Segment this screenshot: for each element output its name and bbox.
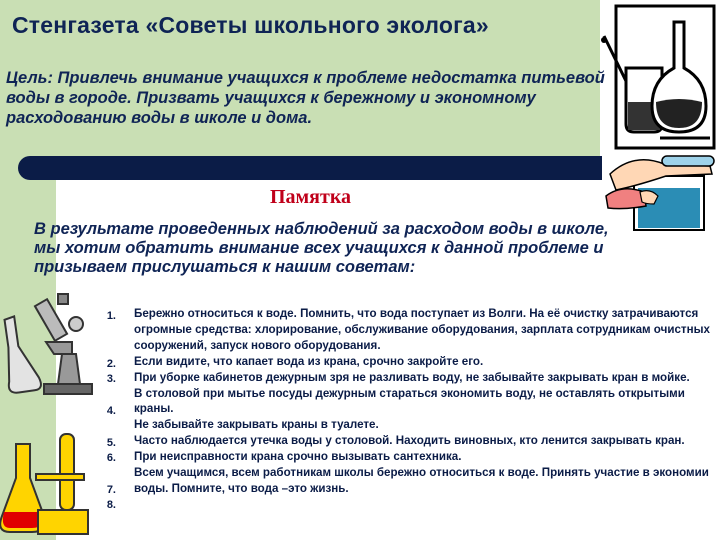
tip-number: 5. [106, 437, 116, 449]
test-tube-hands-icon [604, 146, 720, 232]
tip-number: 7. [106, 484, 116, 496]
list-item: Бережно относиться к воде. Помнить, что вода поступает из Волги. На её очистку затрачиваются огромные средства: хлорирование, обслуживание оборудования, зарплата сотрудникам очистных сооружений, запуск нового оборудования. [134, 307, 710, 352]
tip-number: 6. [106, 452, 116, 464]
list-item: Не забывайте закрывать краны в туалете. [134, 418, 379, 432]
tip-number: 4. [106, 405, 116, 417]
divider-bar [18, 156, 602, 180]
page-title: Стенгазета «Советы школьного эколога» [12, 12, 489, 38]
memo-heading: Памятка [270, 186, 352, 208]
list-item: Всем учащимся, всем работникам школы бережно относиться к воде. Принять участие в экономии воды. Помните, что вода –это жизнь. [134, 466, 709, 495]
tips-list [134, 306, 720, 497]
list-item: Часто наблюдается утечка воды у столовой. Находить виновных, кто ленится закрывать кран. [134, 434, 685, 448]
list-item: При неисправности крана срочно вызывать сантехника. [134, 450, 462, 464]
tip-number: 3. [106, 373, 116, 385]
tip-number: 8. [106, 499, 116, 511]
lab-glassware-icon [600, 2, 720, 154]
intro-text: В результате проведенных наблюдений за расходом воды в школе, мы хотим обратить внимание всех учащихся к данной проблеме и призываем прислушаться к нашим советам: [34, 220, 609, 276]
goal-text: Цель: Привлечь внимание учащихся к проблеме недостатка питьевой воды в городе. Призвать учащихся к бережному и экономному расходованию воды в школе и дома. [6, 69, 605, 127]
tip-number: 2. [106, 358, 116, 370]
yellow-flasks-icon [0, 424, 96, 540]
tip-number: 1. [106, 310, 116, 322]
list-item: При уборке кабинетов дежурным зря не разливать воду, не забывайте закрывать кран в мойке. [134, 370, 690, 384]
list-item: Если видите, что капает вода из крана, срочно закройте его. [134, 354, 484, 368]
microscope-icon [0, 288, 96, 404]
list-item: В столовой при мытье посуды дежурным стараться экономить воду, не оставлять открытыми краны. [134, 386, 685, 416]
